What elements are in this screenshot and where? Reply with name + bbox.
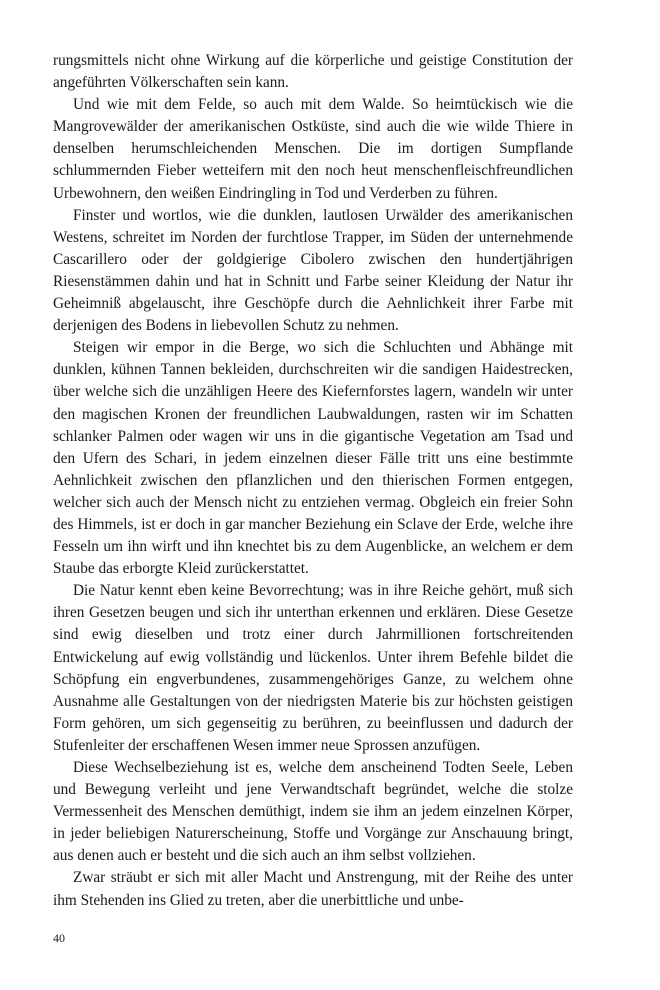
paragraph-4: Steigen wir empor in die Berge, wo sich die Schluchten und Abhänge mit dunklen, kühnen Tannen bekleiden, durchschreiten wir die sandigen Haidestrecken, über welche sich die unzähligen Heere des Kiefernforstes lagern, wandeln wir unter den magischen Kronen der freundlichen Laubwaldungen, rasten wir im Schatten schlanker Palmen oder wagen wir uns in die gigantische Vegetation am Tsad und den Ufern des Schari, in jedem einzelnen dieser Fälle tritt uns eine bestimmte Aehnlichkeit zwischen den pflanzlichen und den thierischen Formen entgegen, welcher sich auch der Mensch nicht zu entziehen vermag. Obgleich ein freier Sohn des Himmels, ist er doch in gar mancher Beziehung ein Sclave der Erde, welche ihre Fesseln um ihn wirft und ihn knechtet bis zu dem Augenblicke, an welchem er dem Staube das erborgte Kleid zurückerstattet.	[53, 339, 573, 578]
paragraph-6: Diese Wechselbeziehung ist es, welche dem anscheinend Todten Seele, Leben und Bewegung verleiht und jene Verwandtschaft begründet, welche die stolze Vermessenheit des Menschen demüthigt, indem sie ihm an jedem einzelnen Körper, in jeder beliebigen Naturerscheinung, Stoffe und Vorgänge zur Anschauung bringt, aus denen auch er besteht und die sich auch an ihm selbst vollziehen.	[53, 759, 573, 865]
body-text	[53, 50, 573, 912]
paragraph-5: Die Natur kennt eben keine Bevorrechtung; was in ihre Reiche gehört, muß sich ihren Gesetzen beugen und sich ihr unterthan erkennen und erklären. Diese Gesetze sind ewig dieselben und trotz einer durch Jahrmillionen fortschreitenden Entwickelung auf ewig vollständig und lückenlos. Unter ihrem Befehle bildet die Schöpfung ein engverbundenes, zusammengehöriges Ganze, zu welchem ohne Ausnahme alle Gestaltungen von der niedrigsten Materie bis zur höchsten geistigen Form gehören, um sich gegenseitig zu berühren, zu beeinflussen und dadurch der Stufenleiter der erschaffenen Wesen immer neue Sprossen anzufügen.	[53, 582, 573, 754]
paragraph-7: Zwar sträubt er sich mit aller Macht und Anstrengung, mit der Reihe des unter ihm Stehenden ins Glied zu treten, aber die unerbittliche und unbe-	[53, 869, 573, 909]
paragraph-2: Und wie mit dem Felde, so auch mit dem Walde. So heimtückisch wie die Mangrovewälder der amerikanischen Ostküste, sind auch die wie wilde Thiere in denselben herumschleichenden Menschen. Die im dortigen Sumpflande schlummernden Fieber wetteifern mit den noch heut menschenfleischfreundlichen Urbewohnern, den weißen Eindringling in Tod und Verderben zu führen.	[53, 96, 573, 202]
page-number: 40	[53, 931, 65, 945]
paragraph-3: Finster und wortlos, wie die dunklen, lautlosen Urwälder des amerikanischen Westens, schreitet im Norden der furchtlose Trapper, im Süden der unternehmende Cascarillero oder der goldgierige Cibolero zwischen den hundertjährigen Riesenstämmen dahin und hat in Schnitt und Farbe seiner Kleidung der Natur ihr Geheimniß abgelauscht, ihre Geschöpfe durch die Aehnlichkeit ihrer Farbe mit derjenigen des Bodens in liebevollen Schutz zu nehmen.	[53, 206, 573, 335]
paragraph-1: rungsmittels nicht ohne Wirkung auf die körperliche und geistige Constitution der angeführten Völkerschaften sein kann.	[53, 52, 573, 92]
